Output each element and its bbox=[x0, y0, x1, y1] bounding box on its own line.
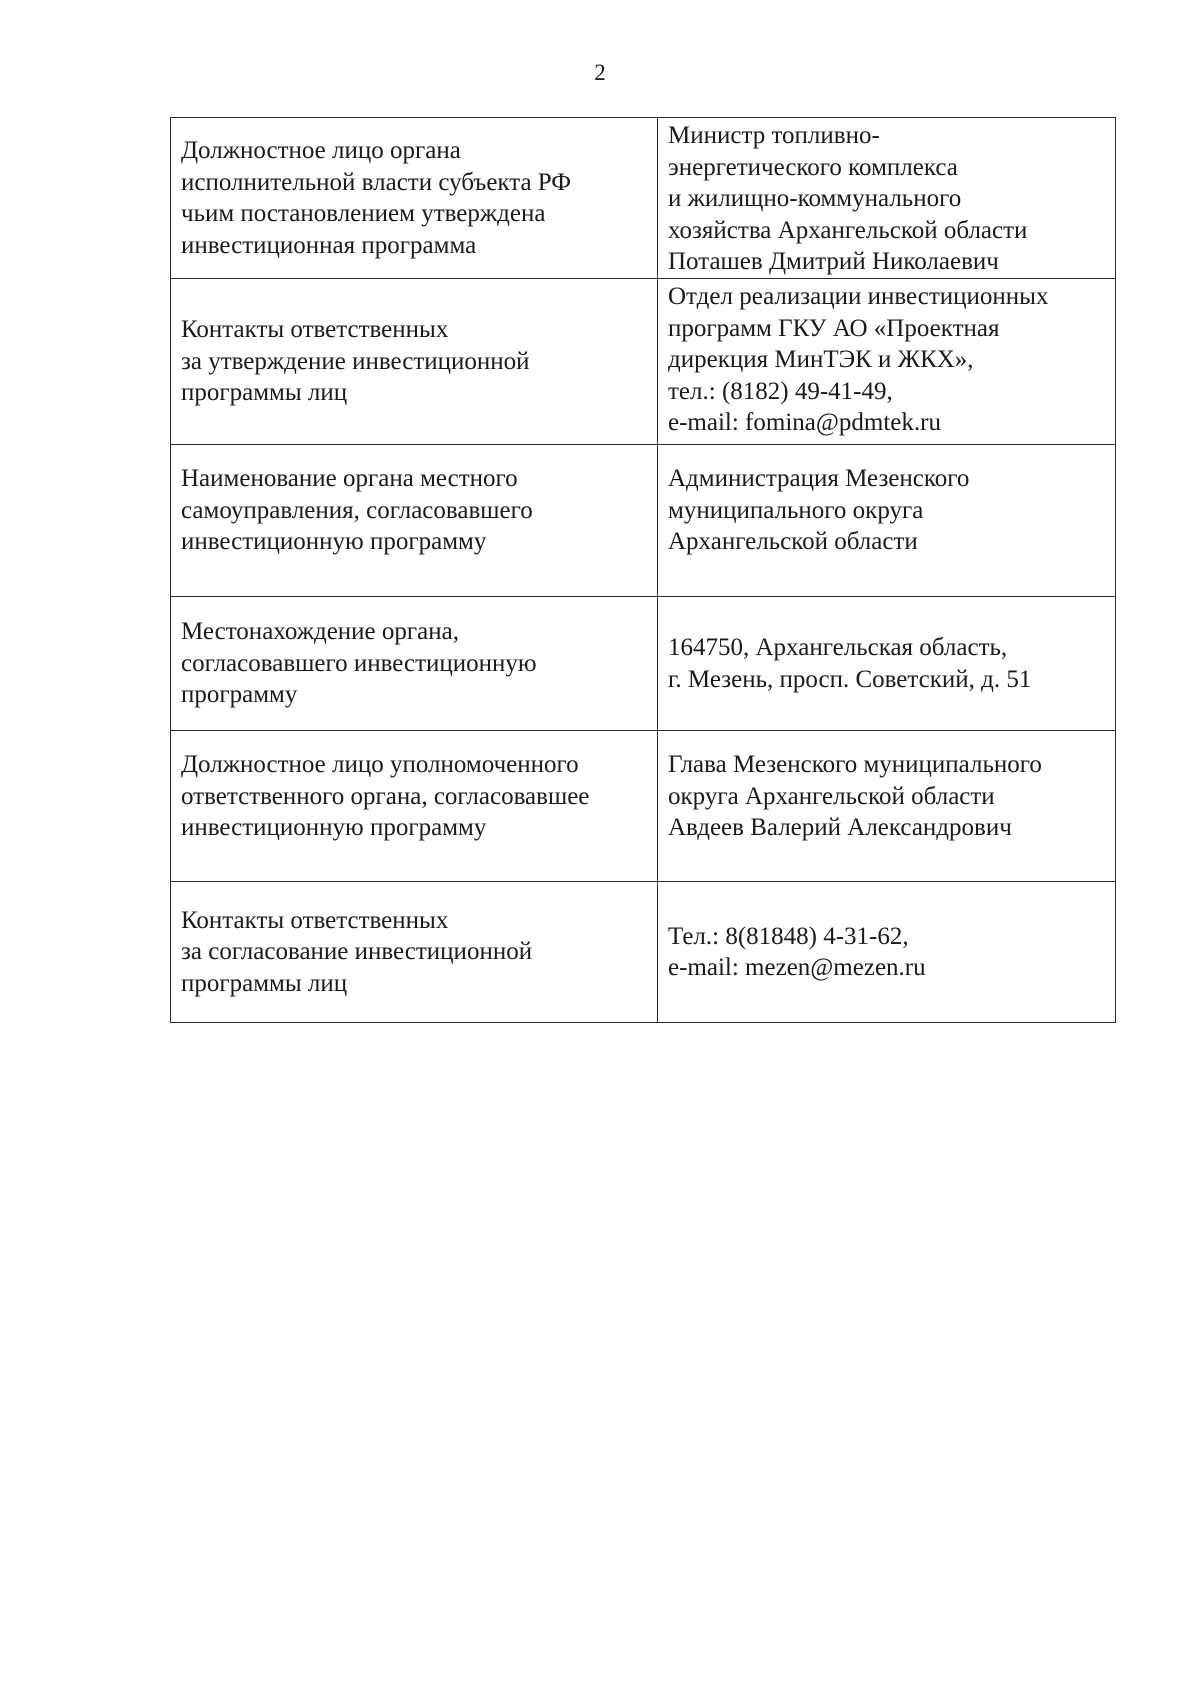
table-row bbox=[171, 731, 1116, 882]
table-row bbox=[171, 279, 1116, 445]
table-row bbox=[171, 597, 1116, 731]
table-row bbox=[171, 445, 1116, 597]
row-value: Администрация Мезенского муниципального округа Архангельской области bbox=[658, 445, 1116, 597]
row-label: Должностное лицо органа исполнительной власти субъекта РФ чьим постановлением утверждена инвестиционная программа bbox=[171, 118, 658, 279]
row-value: Отдел реализации инвестиционных программ ГКУ АО «Проектная дирекция МинТЭК и ЖКХ», тел.: (8182) 49-41-49, e-mail: fomina@pdmtek.ru bbox=[658, 279, 1116, 445]
row-value: 164750, Архангельская область, г. Мезень, просп. Советский, д. 51 bbox=[658, 597, 1116, 731]
info-table bbox=[170, 117, 1116, 1023]
row-label: Контакты ответственных за согласование инвестиционной программы лиц bbox=[171, 882, 658, 1023]
table-row bbox=[171, 882, 1116, 1023]
table-row bbox=[171, 118, 1116, 279]
row-value: Тел.: 8(81848) 4-31-62, e-mail: mezen@mezen.ru bbox=[658, 882, 1116, 1023]
row-label: Местонахождение органа, согласовавшего инвестиционную программу bbox=[171, 597, 658, 731]
row-label: Контакты ответственных за утверждение инвестиционной программы лиц bbox=[171, 279, 658, 445]
row-label: Должностное лицо уполномоченного ответственного органа, согласовавшее инвестиционную программу bbox=[171, 731, 658, 882]
row-value: Глава Мезенского муниципального округа Архангельской области Авдеев Валерий Александрович bbox=[658, 731, 1116, 882]
row-value: Министр топливно- энергетического комплекса и жилищно-коммунального хозяйства Архангельской области Поташев Дмитрий Николаевич bbox=[658, 118, 1116, 279]
row-label: Наименование органа местного самоуправления, согласовавшего инвестиционную программу bbox=[171, 445, 658, 597]
page-number: 2 bbox=[594, 60, 606, 85]
